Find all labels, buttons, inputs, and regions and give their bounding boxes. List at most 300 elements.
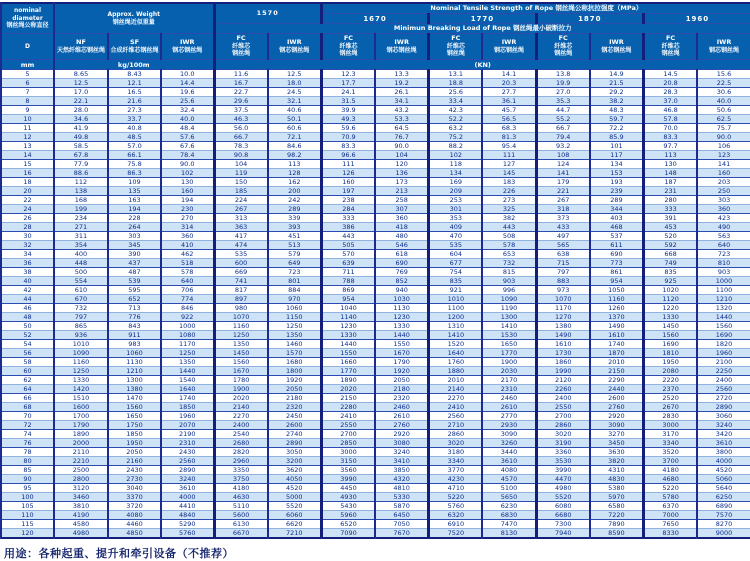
cell-value: 3240	[161, 475, 214, 484]
cell-value: 1790	[54, 421, 108, 430]
cell-value: 4080	[482, 466, 536, 475]
cell-value: 391	[644, 214, 698, 223]
cell-value: 130	[161, 178, 214, 187]
cell-value: 48.4	[161, 124, 214, 133]
unit-mm: mm	[1, 60, 54, 70]
cell-diameter: 95	[1, 484, 54, 493]
cell-value: 3990	[536, 466, 590, 475]
cell-value: 1740	[590, 340, 644, 349]
cell-value: 4450	[321, 484, 375, 493]
table-row	[1, 205, 750, 214]
fc-code: FC	[430, 35, 481, 43]
cell-diameter: 38	[1, 268, 54, 277]
cell-value: 2560	[429, 412, 483, 421]
cell-value: 453	[644, 223, 698, 232]
cell-value: 468	[590, 223, 644, 232]
cell-value: 1170	[536, 304, 590, 313]
cell-value: 1690	[697, 331, 750, 340]
cell-value: 2540	[214, 430, 268, 439]
cell-value: 518	[161, 259, 214, 268]
cell-value: 32.1	[268, 97, 322, 106]
fc-zh1: 纤维芯	[538, 43, 589, 51]
cell-value: 2680	[214, 439, 268, 448]
col-header-iwr-weight-zh: 钢芯钢丝绳	[162, 47, 213, 55]
col-header-sf-zh: 合成纤维芯钢丝绳	[109, 47, 160, 55]
cell-value: 980	[214, 304, 268, 313]
cell-value: 653	[482, 250, 536, 259]
cell-value: 3270	[590, 430, 644, 439]
cell-value: 79.4	[536, 133, 590, 142]
iwr-zh: 钢芯钢丝绳	[698, 47, 750, 55]
cell-diameter: 22	[1, 196, 54, 205]
col-header-iwr-1960	[697, 34, 750, 60]
cell-value: 56.5	[482, 115, 536, 124]
cell-value: 2930	[482, 421, 536, 430]
cell-value: 1790	[375, 358, 429, 367]
cell-value: 400	[54, 250, 108, 259]
cell-value: 1440	[321, 340, 375, 349]
cell-value: 690	[375, 259, 429, 268]
cell-value: 1650	[482, 340, 536, 349]
cell-value: 1250	[214, 331, 268, 340]
cell-value: 5000	[268, 493, 322, 502]
cell-value: 1330	[375, 322, 429, 331]
cell-value: 67.6	[161, 142, 214, 151]
cell-value: 5290	[161, 520, 214, 529]
cell-value: 433	[536, 223, 590, 232]
cell-value: 554	[54, 277, 108, 286]
cell-value: 318	[536, 205, 590, 214]
cell-value: 1690	[644, 340, 698, 349]
table-row	[1, 115, 750, 124]
cell-value: 2210	[54, 457, 108, 466]
cell-value: 2270	[429, 394, 483, 403]
cell-diameter: 12	[1, 133, 54, 142]
cell-value: 75.2	[429, 133, 483, 142]
table-row	[1, 187, 750, 196]
cell-value: 6130	[214, 520, 268, 529]
cell-value: 97.7	[644, 142, 698, 151]
cell-value: 238	[321, 196, 375, 205]
header-tensile-strength-title: Nominal Tensile Strength of Rope 钢丝绳公称抗拉强度（MPa）	[321, 3, 750, 14]
cell-diameter: 26	[1, 214, 54, 223]
table-row	[1, 475, 750, 484]
cell-value: 141	[536, 169, 590, 178]
cell-value: 1440	[375, 331, 429, 340]
cell-value: 869	[321, 286, 375, 295]
cell-value: 4850	[108, 529, 161, 539]
cell-value: 360	[375, 214, 429, 223]
cell-value: 280	[644, 196, 698, 205]
cell-value: 546	[375, 241, 429, 250]
table-row	[1, 169, 750, 178]
cell-value: 1100	[697, 286, 750, 295]
cell-value: 1560	[644, 331, 698, 340]
cell-value: 345	[108, 241, 161, 250]
cell-value: 7470	[482, 520, 536, 529]
cell-value: 111	[482, 151, 536, 160]
cell-value: 2440	[590, 385, 644, 394]
cell-value: 224	[214, 196, 268, 205]
cell-diameter: 8	[1, 97, 54, 106]
cell-value: 363	[214, 223, 268, 232]
cell-value: 1750	[108, 421, 161, 430]
cell-value: 66.1	[108, 151, 161, 160]
cell-value: 20.8	[644, 79, 698, 88]
cell-value: 1210	[108, 367, 161, 376]
cell-value: 1250	[54, 367, 108, 376]
cell-value: 2890	[697, 403, 750, 412]
cell-value: 333	[644, 205, 698, 214]
header-nominal-diameter	[1, 3, 54, 34]
col-header-iwr-1670	[375, 34, 429, 60]
fc-zh1: 纤维芯	[430, 43, 481, 51]
cell-value: 83.3	[321, 142, 375, 151]
cell-value: 2020	[321, 385, 375, 394]
cell-value: 360	[161, 232, 214, 241]
cell-value: 578	[161, 268, 214, 277]
cell-value: 101	[590, 142, 644, 151]
cell-value: 10.0	[161, 70, 214, 79]
cell-value: 3530	[536, 457, 590, 466]
cell-value: 1160	[214, 322, 268, 331]
fc-zh2: 钢丝绳	[645, 50, 696, 58]
grade-header-1770: 1770	[429, 14, 536, 24]
table-row	[1, 250, 750, 259]
cell-diameter: 15	[1, 160, 54, 169]
cell-value: 209	[429, 187, 483, 196]
cell-value: 578	[482, 241, 536, 250]
cell-value: 32.4	[161, 106, 214, 115]
cell-value: 1670	[214, 367, 268, 376]
cell-value: 1010	[54, 340, 108, 349]
cell-value: 5520	[268, 502, 322, 511]
cell-value: 1650	[108, 412, 161, 421]
table-row	[1, 331, 750, 340]
cell-value: 1640	[429, 349, 483, 358]
cell-value: 409	[429, 223, 483, 232]
cell-value: 213	[375, 187, 429, 196]
cell-diameter: 30	[1, 232, 54, 241]
cell-value: 4710	[429, 484, 483, 493]
cell-value: 194	[161, 196, 214, 205]
cell-value: 925	[644, 277, 698, 286]
cell-value: 2710	[429, 421, 483, 430]
cell-value: 861	[590, 268, 644, 277]
cell-value: 2670	[644, 403, 698, 412]
cell-diameter: 54	[1, 340, 54, 349]
cell-value: 1950	[644, 358, 698, 367]
cell-value: 34.1	[375, 97, 429, 106]
cell-value: 1510	[54, 394, 108, 403]
cell-value: 2050	[268, 385, 322, 394]
iwr-zh: 钢芯钢丝绳	[591, 47, 642, 55]
table-row	[1, 340, 750, 349]
table-row	[1, 439, 750, 448]
cell-value: 303	[108, 232, 161, 241]
col-header-d: D	[1, 34, 54, 60]
table-row	[1, 133, 750, 142]
cell-value: 4190	[54, 511, 108, 520]
cell-value: 723	[268, 268, 322, 277]
cell-value: 86.3	[108, 169, 161, 178]
fc-code: FC	[538, 35, 589, 43]
cell-value: 3620	[268, 466, 322, 475]
cell-value: 6230	[482, 502, 536, 511]
cell-value: 2320	[375, 394, 429, 403]
cell-value: 21.5	[590, 79, 644, 88]
iwr-zh: 钢芯钢丝绳	[376, 47, 427, 55]
cell-value: 1090	[54, 349, 108, 358]
col-header-nf-code: NF	[55, 39, 107, 47]
cell-value: 1540	[161, 376, 214, 385]
cell-value: 3150	[321, 457, 375, 466]
cell-value: 2320	[268, 403, 322, 412]
cell-value: 1950	[108, 439, 161, 448]
cell-value: 2140	[429, 385, 483, 394]
col-header-fc-1770	[429, 34, 483, 60]
cell-value: 1740	[161, 394, 214, 403]
header-approx-weight-zh: 钢丝绳近似重量	[55, 19, 213, 27]
cell-value: 48.5	[108, 133, 161, 142]
cell-value: 3560	[321, 466, 375, 475]
cell-diameter: 42	[1, 286, 54, 295]
cell-value: 6680	[536, 511, 590, 520]
cell-value: 3990	[321, 475, 375, 484]
cell-value: 500	[54, 268, 108, 277]
cell-value: 179	[536, 178, 590, 187]
cell-value: 1890	[321, 376, 375, 385]
cell-value: 353	[429, 214, 483, 223]
cell-value: 267	[214, 205, 268, 214]
cell-value: 138	[54, 187, 108, 196]
cell-value: 68.3	[482, 124, 536, 133]
cell-value: 903	[697, 268, 750, 277]
cell-value: 1820	[697, 340, 750, 349]
cell-value: 386	[321, 223, 375, 232]
iwr-code: IWR	[269, 39, 320, 47]
table-row	[1, 385, 750, 394]
cell-value: 64.5	[375, 124, 429, 133]
cell-value: 253	[429, 196, 483, 205]
cell-value: 307	[375, 205, 429, 214]
table-row	[1, 295, 750, 304]
cell-value: 5650	[482, 493, 536, 502]
table-row	[1, 232, 750, 241]
cell-value: 640	[697, 241, 750, 250]
cell-value: 1440	[697, 313, 750, 322]
cell-value: 221	[536, 187, 590, 196]
cell-value: 59.7	[590, 115, 644, 124]
cell-value: 2920	[590, 412, 644, 421]
cell-value: 17.0	[54, 88, 108, 97]
iwr-zh: 钢芯钢丝绳	[483, 47, 534, 55]
cell-value: 7940	[536, 529, 590, 539]
cell-value: 570	[321, 250, 375, 259]
cell-diameter: 24	[1, 205, 54, 214]
cell-value: 59.6	[321, 124, 375, 133]
cell-value: 668	[644, 250, 698, 259]
cell-value: 1080	[161, 331, 214, 340]
cell-value: 2310	[161, 439, 214, 448]
cell-diameter: 78	[1, 448, 54, 457]
col-header-iwr-weight-code: IWR	[162, 39, 213, 47]
cell-value: 1960	[697, 349, 750, 358]
cell-value: 27.0	[536, 88, 590, 97]
fc-zh2: 钢丝绳	[430, 50, 481, 58]
cell-value: 2310	[482, 385, 536, 394]
cell-value: 1530	[482, 331, 536, 340]
cell-value: 22.1	[54, 97, 108, 106]
cell-value: 49.3	[321, 115, 375, 124]
cell-value: 4980	[54, 529, 108, 539]
cell-value: 40.0	[697, 97, 750, 106]
cell-value: 27.7	[482, 88, 536, 97]
cell-value: 4810	[375, 484, 429, 493]
cell-value: 20.3	[482, 79, 536, 88]
cell-value: 118	[429, 160, 483, 169]
cell-value: 24.1	[321, 88, 375, 97]
cell-value: 8590	[590, 529, 644, 539]
cell-value: 5330	[375, 493, 429, 502]
iwr-zh: 钢芯钢丝绳	[269, 47, 320, 55]
table-row	[1, 466, 750, 475]
cell-value: 134	[429, 169, 483, 178]
cell-value: 595	[108, 286, 161, 295]
cell-value: 271	[54, 223, 108, 232]
cell-value: 72.2	[590, 124, 644, 133]
cell-value: 669	[214, 268, 268, 277]
col-header-fc-1960	[644, 34, 698, 60]
grade-header-1670: 1670	[321, 14, 428, 24]
cell-value: 2150	[590, 367, 644, 376]
cell-value: 490	[697, 223, 750, 232]
cell-value: 4930	[321, 493, 375, 502]
cell-value: 1350	[161, 358, 214, 367]
cell-value: 774	[161, 295, 214, 304]
cell-value: 311	[54, 232, 108, 241]
cell-value: 810	[697, 259, 750, 268]
cell-value: 289	[268, 205, 322, 214]
cell-value: 7050	[375, 520, 429, 529]
cell-value: 150	[214, 178, 268, 187]
cell-value: 1880	[429, 367, 483, 376]
cell-diameter: 115	[1, 520, 54, 529]
cell-value: 33.7	[108, 115, 161, 124]
cell-value: 2600	[590, 394, 644, 403]
cell-value: 732	[482, 259, 536, 268]
cell-value: 4980	[536, 484, 590, 493]
cell-value: 2220	[644, 376, 698, 385]
fc-zh2: 钢丝绳	[323, 50, 374, 58]
cell-value: 2960	[214, 457, 268, 466]
cell-value: 2050	[108, 448, 161, 457]
cell-value: 4000	[697, 457, 750, 466]
cell-value: 109	[108, 178, 161, 187]
cell-value: 2050	[375, 376, 429, 385]
cell-value: 4050	[268, 475, 322, 484]
cell-value: 88.6	[54, 169, 108, 178]
cell-value: 2160	[108, 457, 161, 466]
cell-value: 3180	[429, 448, 483, 457]
cell-value: 22.5	[697, 79, 750, 88]
cell-value: 1900	[214, 385, 268, 394]
cell-value: 5380	[590, 484, 644, 493]
cell-value: 95.4	[482, 142, 536, 151]
cell-value: 1410	[429, 331, 483, 340]
cell-value: 128	[268, 169, 322, 178]
cell-value: 333	[321, 214, 375, 223]
cell-value: 25.6	[161, 97, 214, 106]
cell-value: 1610	[536, 340, 590, 349]
cell-value: 102	[429, 151, 483, 160]
cell-value: 797	[54, 313, 108, 322]
cell-value: 1920	[268, 376, 322, 385]
cell-value: 104	[375, 151, 429, 160]
cell-value: 17.7	[321, 79, 375, 88]
cell-value: 104	[214, 160, 268, 169]
cell-value: 9000	[697, 529, 750, 539]
cell-value: 57.6	[161, 133, 214, 142]
cell-diameter: 40	[1, 277, 54, 286]
cell-value: 258	[375, 196, 429, 205]
table-row	[1, 367, 750, 376]
cell-value: 2890	[268, 439, 322, 448]
iwr-code: IWR	[591, 39, 642, 47]
cell-value: 7090	[321, 529, 375, 539]
cell-value: 200	[268, 187, 322, 196]
cell-value: 16.5	[108, 88, 161, 97]
cell-value: 112	[54, 178, 108, 187]
cell-value: 3120	[54, 484, 108, 493]
cell-value: 60.6	[268, 124, 322, 133]
cell-value: 57.8	[644, 115, 698, 124]
cell-value: 226	[482, 187, 536, 196]
table-row	[1, 313, 750, 322]
cell-value: 535	[429, 241, 483, 250]
cell-value: 24.5	[268, 88, 322, 97]
cell-value: 84.6	[268, 142, 322, 151]
cell-value: 1320	[697, 304, 750, 313]
cell-value: 1000	[697, 277, 750, 286]
cell-value: 28.3	[644, 88, 698, 97]
cell-value: 5760	[429, 502, 483, 511]
table-row	[1, 412, 750, 421]
cell-value: 817	[214, 286, 268, 295]
table-row	[1, 349, 750, 358]
cell-value: 124	[536, 160, 590, 169]
cell-value: 773	[590, 259, 644, 268]
cell-value: 474	[214, 241, 268, 250]
fc-zh2: 钢丝绳	[216, 50, 267, 58]
table-row	[1, 259, 750, 268]
cell-value: 4470	[536, 475, 590, 484]
cell-value: 5060	[697, 475, 750, 484]
cell-value: 108	[536, 151, 590, 160]
cell-value: 618	[375, 250, 429, 259]
cell-value: 1460	[268, 340, 322, 349]
cell-value: 2080	[644, 367, 698, 376]
cell-value: 1330	[644, 313, 698, 322]
cell-value: 2760	[375, 421, 429, 430]
cell-value: 148	[644, 169, 698, 178]
cell-value: 3520	[644, 448, 698, 457]
col-header-fc-1670	[321, 34, 375, 60]
cell-value: 168	[54, 196, 108, 205]
cell-value: 3800	[697, 448, 750, 457]
cell-value: 49.8	[54, 133, 108, 142]
cell-value: 3450	[590, 439, 644, 448]
